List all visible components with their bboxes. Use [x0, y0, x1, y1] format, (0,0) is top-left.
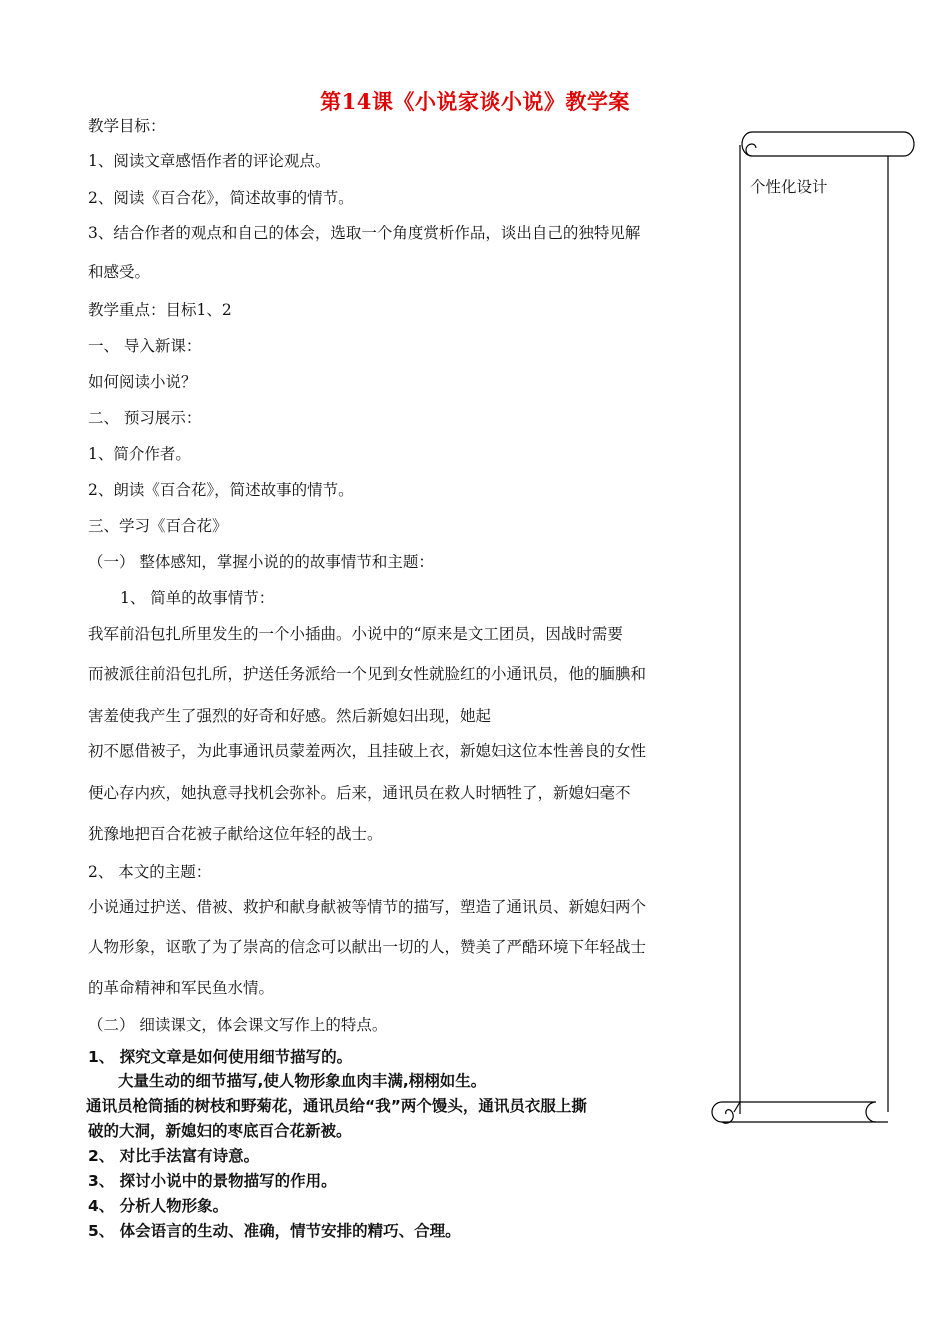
text-line: 而被派往前沿包扎所，护送任务派给一个见到女性就脸红的小通讯员，他的腼腆和	[88, 665, 647, 683]
text-line: 3、结合作者的观点和自己的体会，选取一个角度赏析作品，谈出自己的独特见解	[88, 224, 641, 242]
text-line: 大量生动的细节描写,使人物形象血肉丰满,栩栩如生。	[118, 1072, 487, 1090]
text-line: 2、阅读《百合花》，简述故事的情节。	[88, 189, 354, 207]
text-line: （二） 细读课文，体会课文写作上的特点。	[88, 1016, 388, 1034]
text-line: 二、 预习展示：	[88, 409, 202, 427]
text-line: 初不愿借被子，为此事通讯员蒙羞两次，且挂破上衣，新媳妇这位本性善良的女性	[88, 742, 647, 760]
text-line: 破的大洞，新媳妇的枣底百合花新被。	[88, 1122, 352, 1140]
text-line: 通讯员枪筒插的树枝和野菊花，通讯员给“我”两个馒头，通讯员衣服上撕	[86, 1097, 587, 1115]
sidebar-label: 个性化设计	[750, 178, 828, 196]
text-line: 如何阅读小说？	[88, 373, 197, 391]
text-line: 我军前沿包扎所里发生的一个小插曲。小说中的“原来是文工团员，因战时需要	[88, 625, 623, 643]
text-line: 1、简介作者。	[88, 445, 191, 463]
text-line: 2、 对比手法富有诗意。	[88, 1147, 260, 1165]
text-line: 一、 导入新课：	[88, 337, 202, 355]
text-line: 的革命精神和军民鱼水情。	[88, 979, 275, 997]
text-line: 犹豫地把百合花被子献给这位年轻的战士。	[88, 825, 383, 843]
text-line: 1、 简单的故事情节：	[120, 589, 275, 607]
text-line: 人物形象，讴歌了为了崇高的信念可以献出一切的人，赞美了严酷环境下年轻战士	[88, 938, 647, 956]
text-line: 便心存内疚，她执意寻找机会弥补。后来，通讯员在救人时牺牲了，新媳妇毫不	[88, 784, 631, 802]
text-line: （一） 整体感知，掌握小说的的故事情节和主题：	[88, 553, 434, 571]
text-line: 和感受。	[88, 263, 151, 281]
text-line: 4、 分析人物形象。	[88, 1197, 229, 1215]
text-line: 3、 探讨小说中的景物描写的作用。	[88, 1172, 337, 1190]
text-line: 害羞使我产生了强烈的好奇和好感。然后新媳妇出现，她起	[88, 707, 492, 725]
text-line: 5、 体会语言的生动、准确，情节安排的精巧、合理。	[88, 1222, 461, 1240]
text-line: 教学目标：	[88, 117, 166, 135]
page-title: 第14课《小说家谈小说》教学案	[320, 89, 630, 114]
text-line: 小说通过护送、借被、救护和献身献被等情节的描写，塑造了通讯员、新媳妇两个	[88, 898, 647, 916]
text-line: 2、朗读《百合花》，简述故事的情节。	[88, 481, 354, 499]
text-line: 1、阅读文章感悟作者的评论观点。	[88, 152, 331, 170]
text-line: 2、 本文的主题：	[88, 863, 212, 881]
text-line: 三、学习《百合花》	[88, 517, 228, 535]
text-line: 1、 探究文章是如何使用细节描写的。	[88, 1048, 353, 1066]
text-line: 教学重点：目标1、2	[88, 301, 232, 319]
